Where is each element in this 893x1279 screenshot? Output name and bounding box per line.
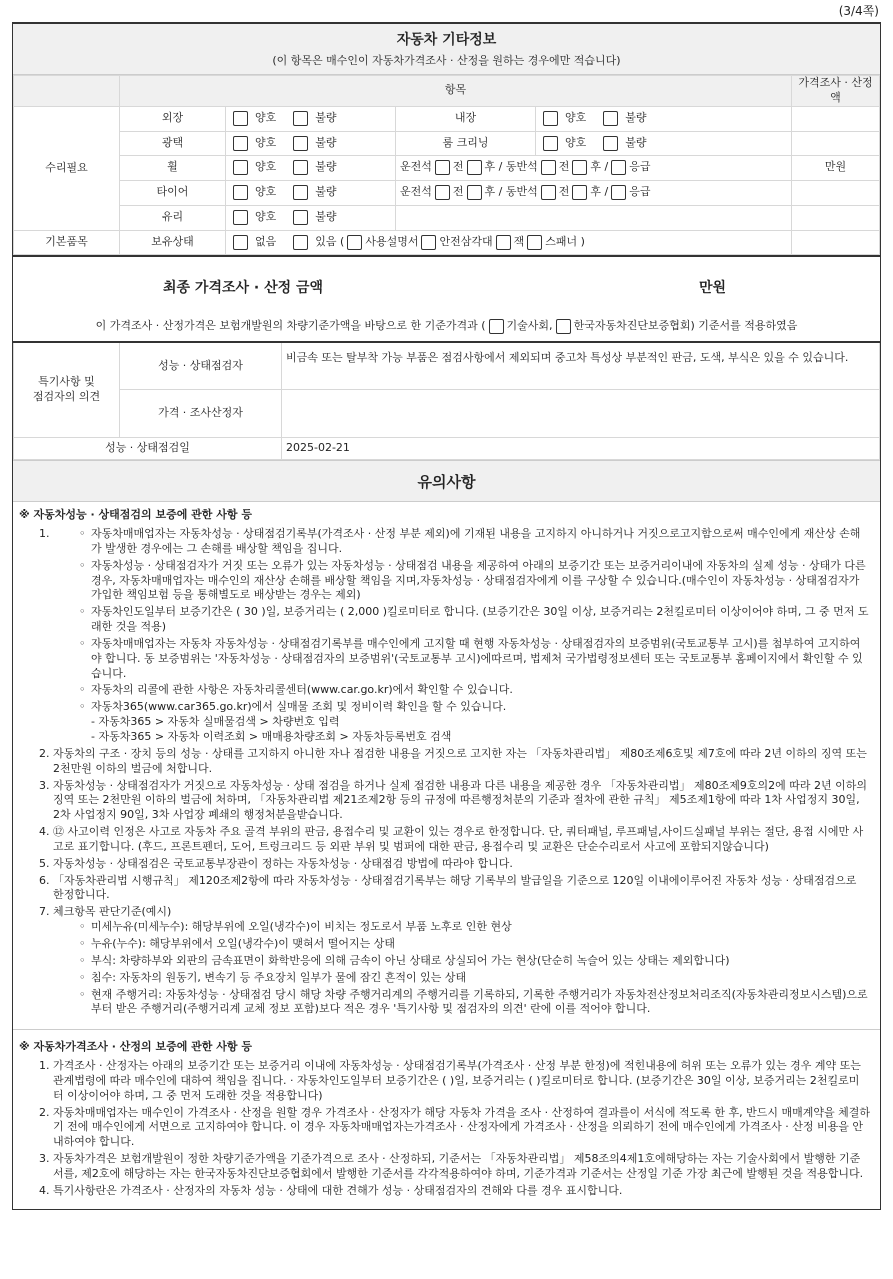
final-price-unit: 만원 <box>699 279 727 296</box>
section-header <box>13 24 880 75</box>
list-item: ◦ 미세누유(미세누수): 해당부위에 오일(냉각수)이 비치는 정도로서 부품 노후로 인한 현상 <box>91 920 870 935</box>
list-item: ◦ 누유(누수): 해당부위에서 오일(냉각수)이 맺혀서 떨어지는 상태 <box>91 937 870 952</box>
checkbox[interactable] <box>543 111 558 126</box>
unit-manwon: 만원 <box>792 155 880 180</box>
checkbox[interactable] <box>347 235 362 250</box>
notes-title: 유의사항 <box>13 460 880 502</box>
checkbox[interactable] <box>233 235 248 250</box>
special-notes-table <box>13 341 880 461</box>
checkbox[interactable] <box>603 111 618 126</box>
checkbox[interactable] <box>293 136 308 151</box>
checkbox[interactable] <box>611 160 626 175</box>
interior-options: 양호 불량 <box>536 106 792 131</box>
list-item: ◦ 자동차인도일부터 보증기간은 ( 30 )일, 보증거리는 ( 2,000 )킬로미터로 합니다. (보증기간은 30일 이상, 보증거리는 2천킬로미터 이상이어야 하며, 그 중 먼저 도래한 것을 적용) <box>91 605 870 635</box>
price-inspector-label: 가격 · 조사산정자 <box>120 390 282 438</box>
final-price-note: 이 가격조사 · 산정가격은 보험개발원의 차량기준가액을 바탕으로 한 기준가격과 ( 기술사회, 한국자동차진단보증협회) 기준서를 적용하였음 <box>95 318 798 332</box>
checkbox[interactable] <box>467 160 482 175</box>
list-item: ◦ 자동차성능 · 상태점검자가 거짓 또는 오류가 있는 자동차성능 · 상태점검 내용을 제공하여 아래의 보증기간 또는 보증거리이내에 자동차의 실제 성능 · 상태가 다른 경우, 자동차매매업자는 매수인의 재산상 손해를 배상할 책임을 지며,자동차성능 · 상태점검자에게 이를 구상할 수 있습니다.(매수인이 자동차성능 · 상태점검자가 가입한 책임보험 등을 통해별도로 배상받는 경우는 제외) <box>91 559 870 604</box>
list-item: 7. 체크항목 판단기준(예시) ◦ 미세누유(미세누수): 해당부위에 오일(냉각수)이 비치는 정도로서 부품 노후로 인한 현상 ◦ 누유(누수): 해당부위에서 오일(냉각수)이 맺혀서 떨어지는 상태 ◦ 부식: 차량하부와 외판의 금속표면이 화학반응에 의해 금속이 아닌 상태로 상실되어 가는 현상(단순히 녹슬어 있는 상태는 제외합니다) ◦ 침수: 자동차의 원동기, 변속기 등 주요장치 일부가 물에 잠긴 흔적이 있는 상태 ◦ 현재 주행거리: 자동차성능 · 상태점검 당시 해당 차량 주행거리계의 주행거리를 기록하되, 기록한 주행거리가 자동차전산정보처리조직(자동차관리정보시스템)으로부터 받은 주행거리(주행거리계 교체 정보 포함)보다 적은 경우 '특기사항 및 점검자의 의견' 란에 이를 적어야 합니다. <box>53 905 870 1017</box>
inspection-date-value: 2025-02-21 <box>282 438 880 460</box>
list-item: 5. 자동차성능 · 상태점검은 국토교통부장관이 정하는 자동차성능 · 상태점검 방법에 따라야 합니다. <box>53 857 870 872</box>
possession-label: 보유상태 <box>120 230 226 254</box>
special-notes-label: 특기사항 및 점검자의 의견 <box>14 342 120 438</box>
checkbox[interactable] <box>421 235 436 250</box>
list-item: 2. 자동차매매업자는 매수인이 가격조사 · 산정을 원할 경우 가격조사 · 산정자가 해당 자동차 가격을 조사 · 산정하여 결과를이 서식에 적도록 한 후, 반드시 매매계약을 체결하기 전에 매수인에게 서면으로 고지하여야 합니다. 이 경우 자동차매매업자는가격조사 · 산정자에게 가격조사 · 산정을 의뢰하기 전에 매수인에게 가격조사 · 산정 비용을 안내하여야 합니다. <box>53 1106 870 1151</box>
list-item: ◦ 자동차의 리콜에 관한 사항은 자동차리콜센터(www.car.go.kr)에서 확인할 수 있습니다. <box>91 683 870 698</box>
list-item: ◦ 1. 자동차매매업자는 자동차성능 · 상태점검기록부(가격조사 · 산정 부분 제외)에 기재된 내용을 고지하지 아니하거나 거짓으로고지함으로써 매수인에게 재산상 손해가 발생한 경우에는 그 손해를 배상할 책임을 집니다. <box>91 527 870 557</box>
list-item: 4. ⑫ 사고이력 인정은 사고로 자동차 주요 골격 부위의 판금, 용접수리 및 교환이 있는 경우로 한정합니다. 단, 쿼터패널, 루프패널,사이드실패널 부위는 절단, 용접 시에만 사고로 표기합니다. (후드, 프론트펜더, 도어, 트렁크리드 등 외판 부위 및 범퍼에 대한 판금, 용접수리 및 교환은 단순수리로서 사고에 포함되지않습니다) <box>53 825 870 855</box>
checkbox[interactable] <box>435 185 450 200</box>
glass-label: 유리 <box>120 205 226 230</box>
exterior-label: 외장 <box>120 106 226 131</box>
list-item: ◦ 침수: 자동차의 원동기, 변속기 등 주요장치 일부가 물에 잠긴 흔적이 있는 상태 <box>91 971 870 986</box>
other-info-table: 항목 가격조사 · 산정액 수리필요 외장 양호 불량 내장 양호 불량 광택 양호 불량 룸 크리닝 양호 불량 휠 양호 불량 운전석 전 후 / 동반석 전 후 / 응급 만원 타이어 양호 불량 운전석 전 후 / 동반석 전 후 / 응급 유리 양호 불량 기본품목 보유상태 없음 있음 ( 사용설명서 안전삼각대 잭 스패너 ) <box>13 75 880 255</box>
repair-needed-label: 수리필요 <box>14 106 120 230</box>
checkbox[interactable] <box>293 235 308 250</box>
room-cleaning-label: 룸 크리닝 <box>396 131 536 155</box>
checkbox[interactable] <box>572 185 587 200</box>
section2-list <box>13 1059 870 1209</box>
section-subtitle: (이 항목은 매수인이 자동차가격조사 · 산정을 원하는 경우에만 적습니다) <box>272 54 621 67</box>
list-item: ◦ 자동차365(www.car365.go.kr)에서 실매물 조회 및 정비이력 확인을 할 수 있습니다. - 자동차365 > 자동차 실매물검색 > 차량번호 입력 - 자동차365 > 자동차 이력조회 > 매매용차량조회 > 자동차등록번호 검색 <box>91 700 870 745</box>
checkbox[interactable] <box>489 319 504 334</box>
form-frame <box>12 22 881 1210</box>
wheel-positions: 운전석 전 후 / 동반석 전 후 / 응급 <box>396 155 792 180</box>
page-number: (3/4쪽) <box>838 4 879 18</box>
final-price-title: 최종 가격조사 · 산정 금액 <box>163 279 324 296</box>
list-item: 3. 자동차가격은 보험개발원이 정한 차량기준가액을 기준가격으로 조사 · 산정하되, 기준서는 「자동차관리법」 제58조의4제1호에해당하는 자는 기술사회에서 발행한 기준서를, 제2호에 해당하는 자는 한국자동차진단보증협회에서 발행한 기준서를 각각적용하여야 하며, 기준가격과 기준서는 산정일 기준 가장 최근에 발행된 것을 적용합니다. <box>53 1152 870 1182</box>
checkbox[interactable] <box>527 235 542 250</box>
basic-items-label: 기본품목 <box>14 230 120 254</box>
checkbox[interactable] <box>293 210 308 225</box>
list-item: 1. 가격조사 · 산정자는 아래의 보증기간 또는 보증거리 이내에 자동차성능 · 상태점검기록부(가격조사 · 산정 부분 한정)에 적힌내용에 허위 또는 오류가 있는 경우 계약 또는 관계법령에 따라 매수인에 대하여 책임을 집니다. · 자동차인도일부터 보증기간은 ( )일, 보증거리는 ( )킬로미터로 합니다. (보증기간은 30일 이상, 보증거리는 2천킬로미터 이상이어야 하며, 그 중 먼저 도래한 것을 적용합니다) <box>53 1059 870 1104</box>
perf-inspector-opinion: 비금속 또는 탈부착 가능 부품은 점검사항에서 제외되며 중고차 특성상 부분적인 판금, 도색, 부식은 있을 수 있습니다. <box>282 342 880 390</box>
checkbox[interactable] <box>572 160 587 175</box>
list-item: 2. 자동차의 구조 · 장치 등의 성능 · 상태를 고지하지 아니한 자나 점검한 내용을 거짓으로 고지한 자는 「자동차관리법」 제80조제6호및 제7호에 따라 2년 이하의 징역 또는 2천만원 이하의 벌금에 처합니다. <box>53 747 870 777</box>
checkbox[interactable] <box>541 185 556 200</box>
checkbox[interactable] <box>293 185 308 200</box>
checkbox[interactable] <box>233 185 248 200</box>
list-item: ◦ 현재 주행거리: 자동차성능 · 상태점검 당시 해당 차량 주행거리계의 주행거리를 기록하되, 기록한 주행거리가 자동차전산정보처리조직(자동차관리정보시스템)으로부터 받은 주행거리(주행거리계 교체 정보 포함)보다 적은 경우 '특기사항 및 점검자의 의견' 란에 이를 적어야 합니다. <box>91 988 870 1018</box>
final-price-section <box>13 255 880 341</box>
checkbox[interactable] <box>543 136 558 151</box>
list-item: ◦ 부식: 차량하부와 외판의 금속표면이 화학반응에 의해 금속이 아닌 상태로 상실되어 가는 현상(단순히 녹슬어 있는 상태는 제외합니다) <box>91 954 870 969</box>
col-price-header: 가격조사 · 산정액 <box>792 76 880 107</box>
tire-positions: 운전석 전 후 / 동반석 전 후 / 응급 <box>396 180 792 205</box>
checkbox[interactable] <box>603 136 618 151</box>
col-item-header: 항목 <box>120 76 792 107</box>
list-item: 4. 특기사항란은 가격조사 · 산정자의 자동차 성능 · 상태에 대한 견해가 성능 · 상태점검자의 견해와 다를 경우 표시합니다. <box>53 1184 870 1199</box>
checkbox[interactable] <box>435 160 450 175</box>
exterior-options: 양호 불량 <box>226 106 396 131</box>
checkbox[interactable] <box>233 136 248 151</box>
list-item: ◦ 자동차매매업자는 자동차 자동차성능 · 상태점검기록부를 매수인에게 고지할 때 현행 자동차성능 · 상태점검자의 보증범위(국토교통부 고시)를 첨부하여 고지하여야 합니다. 동 보증범위는 '자동차성능 · 상태점검자의 보증범위'(국토교통부 고시)에따르며, 법제처 국가법령정보센터 또는 국토교통부 홈페이지에서 확인할 수 있습니다. <box>91 637 870 682</box>
wheel-label: 휠 <box>120 155 226 180</box>
section1-list <box>13 527 870 1017</box>
price-cell <box>792 106 880 131</box>
possession-options: 없음 있음 ( 사용설명서 안전삼각대 잭 스패너 ) <box>226 230 792 254</box>
list-item: 6. 「자동차관리법 시행규칙」 제120조제2항에 따라 자동차성능 · 상태점검기록부는 해당 기록부의 발급일을 기준으로 120일 이내에이루어진 자동차 성능 · 상태점검으로 한정합니다. <box>53 874 870 904</box>
checkbox[interactable] <box>611 185 626 200</box>
checkbox[interactable] <box>233 111 248 126</box>
list-item: 3. 자동차성능 · 상태점검자가 거짓으로 자동차성능 · 상태 점검을 하거나 실제 점검한 내용과 다른 내용을 제공한 경우 「자동차관리법」 제80조제9호의2에 따라 2년 이하의 징역 또는 2천만원 이하의 벌금에 처하며, 「자동차관리법 제21조제2항 등의 규정에 따른행정처분의 기준과 절차에 관한 규칙」 제5조제1항에 따라 1차 사업정지 30일, 2차 사업정지 90일, 3차 사업장 폐쇄의 행정처분을받습니다. <box>53 779 870 824</box>
inspection-date-label: 성능 · 상태점검일 <box>14 438 282 460</box>
section1-heading: ※ 자동차성능 · 상태점검의 보증에 관한 사항 등 <box>19 508 252 522</box>
checkbox[interactable] <box>541 160 556 175</box>
checkbox[interactable] <box>467 185 482 200</box>
section2-heading: ※ 자동차가격조사 · 산정의 보증에 관한 사항 등 <box>13 1029 880 1059</box>
perf-inspector-label: 성능 · 상태점검자 <box>120 342 282 390</box>
checkbox[interactable] <box>556 319 571 334</box>
header-blank <box>14 76 120 107</box>
gloss-label: 광택 <box>120 131 226 155</box>
tire-label: 타이어 <box>120 180 226 205</box>
checkbox[interactable] <box>233 160 248 175</box>
list-item <box>53 527 870 745</box>
checkbox[interactable] <box>293 111 308 126</box>
section-title: 자동차 기타정보 <box>396 32 497 48</box>
checkbox[interactable] <box>233 210 248 225</box>
checkbox[interactable] <box>293 160 308 175</box>
checkbox[interactable] <box>496 235 511 250</box>
interior-label: 내장 <box>396 106 536 131</box>
